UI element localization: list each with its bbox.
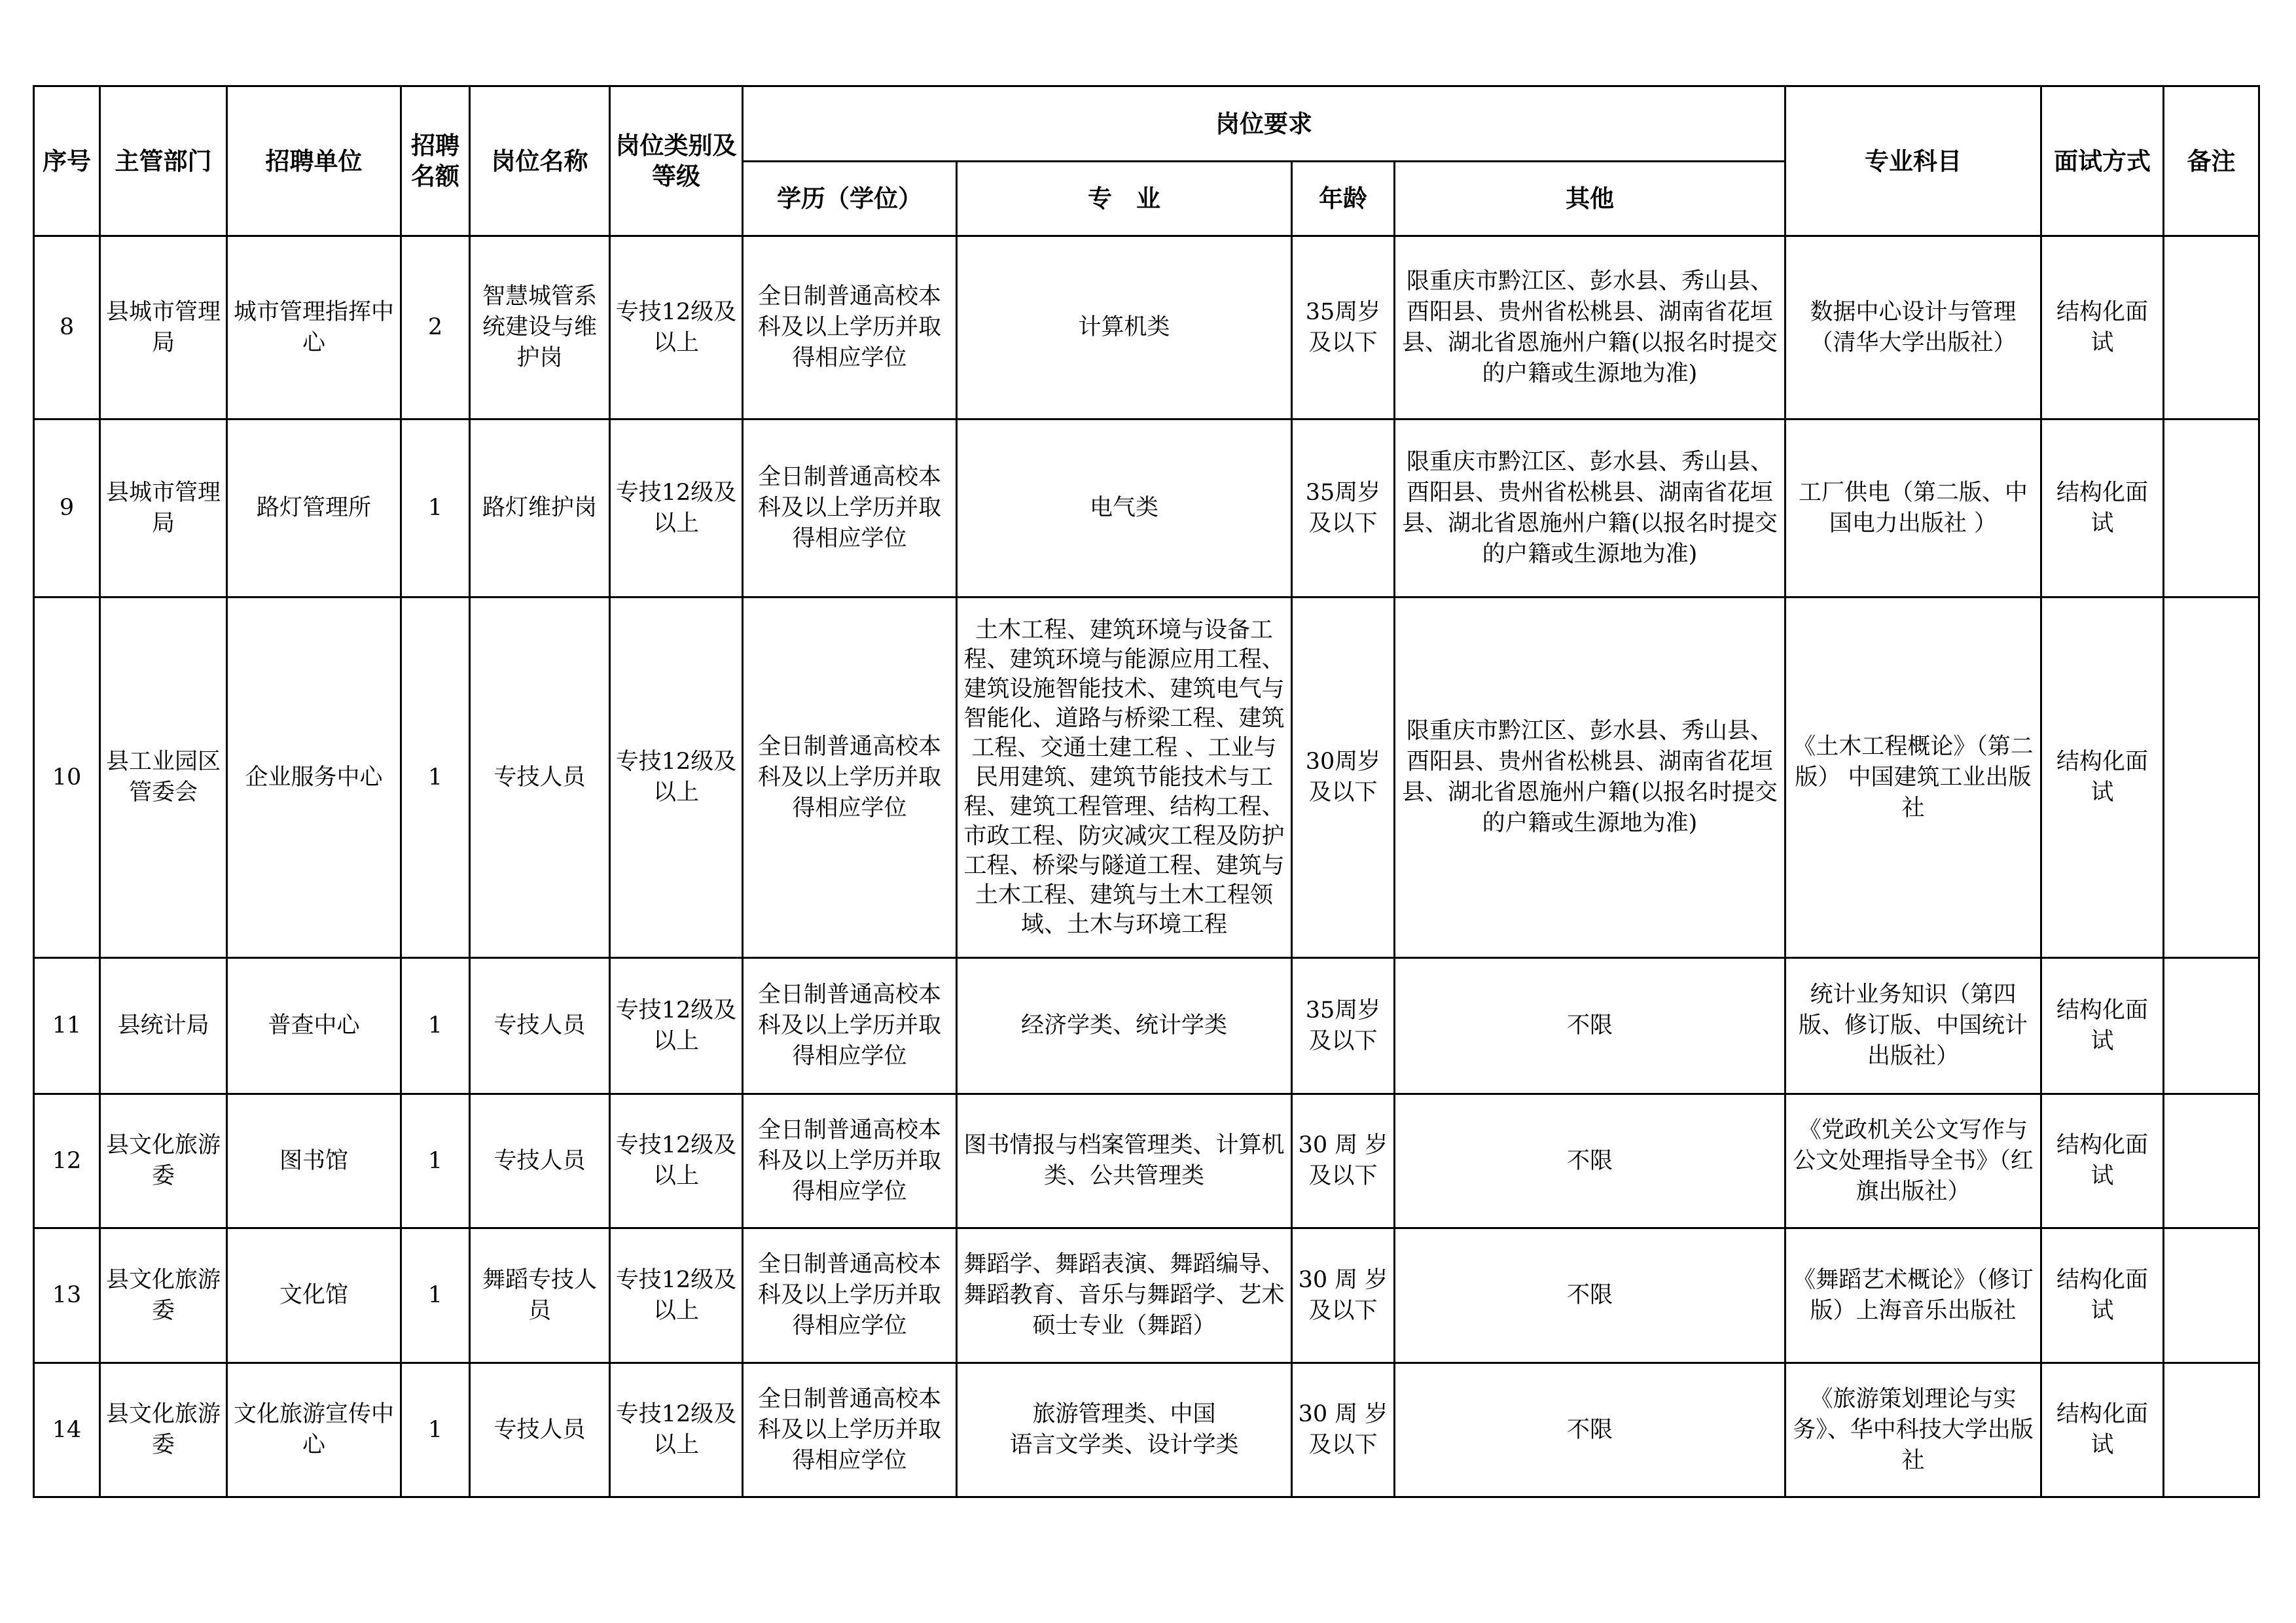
cell-subject: 《党政机关公文写作与公文处理指导全书》（红旗出版社） (1785, 1094, 2041, 1228)
cell-category: 专技12级及以上 (610, 597, 743, 958)
cell-dept: 县文化旅游委 (100, 1094, 227, 1228)
cell-seq: 8 (34, 236, 100, 419)
cell-remark (2164, 419, 2259, 597)
table-row (34, 958, 2259, 1094)
cell-age: 30周岁及以下 (1292, 597, 1395, 958)
recruitment-table (33, 85, 2260, 1498)
cell-education: 全日制普通高校本科及以上学历并取得相应学位 (743, 1363, 957, 1497)
cell-interview: 结构化面试 (2041, 236, 2164, 419)
cell-dept: 县文化旅游委 (100, 1363, 227, 1497)
cell-seq: 10 (34, 597, 100, 958)
cell-interview: 结构化面试 (2041, 597, 2164, 958)
cell-unit: 路灯管理所 (227, 419, 401, 597)
header-dept: 主管部门 (100, 86, 227, 236)
header-remark: 备注 (2164, 86, 2259, 236)
cell-remark (2164, 236, 2259, 419)
header-position: 岗位名称 (470, 86, 610, 236)
cell-seq: 9 (34, 419, 100, 597)
cell-interview: 结构化面试 (2041, 1228, 2164, 1363)
cell-other: 不限 (1395, 1363, 1785, 1497)
cell-major: 图书情报与档案管理类、计算机类、公共管理类 (957, 1094, 1292, 1228)
table-row (34, 597, 2259, 958)
cell-age: 35周岁及以下 (1292, 958, 1395, 1094)
cell-education: 全日制普通高校本科及以上学历并取得相应学位 (743, 1228, 957, 1363)
cell-interview: 结构化面试 (2041, 419, 2164, 597)
cell-quota: 2 (401, 236, 470, 419)
cell-age: 35周岁及以下 (1292, 419, 1395, 597)
cell-position: 专技人员 (470, 958, 610, 1094)
cell-age: 30 周 岁及以下 (1292, 1228, 1395, 1363)
header-category: 岗位类别及等级 (610, 86, 743, 236)
cell-major (957, 1363, 1292, 1497)
header-major: 专 业 (957, 162, 1292, 236)
cell-quota: 1 (401, 1228, 470, 1363)
header-requirements: 岗位要求 (743, 86, 1785, 162)
cell-other: 不限 (1395, 958, 1785, 1094)
table-row (34, 1094, 2259, 1228)
cell-position: 舞蹈专技人员 (470, 1228, 610, 1363)
table-row (34, 236, 2259, 419)
cell-seq: 11 (34, 958, 100, 1094)
cell-unit: 城市管理指挥中心 (227, 236, 401, 419)
cell-position: 路灯维护岗 (470, 419, 610, 597)
cell-education: 全日制普通高校本科及以上学历并取得相应学位 (743, 597, 957, 958)
cell-seq: 14 (34, 1363, 100, 1497)
cell-quota: 1 (401, 597, 470, 958)
header-unit: 招聘单位 (227, 86, 401, 236)
cell-other: 不限 (1395, 1228, 1785, 1363)
cell-education: 全日制普通高校本科及以上学历并取得相应学位 (743, 419, 957, 597)
cell-subject: 《土木工程概论》（第二版） 中国建筑工业出版社 (1785, 597, 2041, 958)
cell-subject: 数据中心设计与管理（清华大学出版社） (1785, 236, 2041, 419)
cell-position: 专技人员 (470, 1363, 610, 1497)
cell-major: 土木工程、建筑环境与设备工程、建筑环境与能源应用工程、建筑设施智能技术、建筑电气与智能化、道路与桥梁工程、建筑工程、交通土建工程 、工业与民用建筑、建筑节能技术与工程、建筑工程管理、结构工程、市政工程、防灾减灾工程及防护工程、桥梁与隧道工程、建筑与土木工程、建筑与土木工程领域、土木与环境工程 (957, 597, 1292, 958)
cell-interview: 结构化面试 (2041, 1094, 2164, 1228)
cell-age: 35周岁及以下 (1292, 236, 1395, 419)
cell-age: 30 周 岁及以下 (1292, 1363, 1395, 1497)
cell-major-line: 语言文学类、设计学类 (1009, 1432, 1239, 1458)
table-header (34, 86, 2259, 236)
cell-unit: 企业服务中心 (227, 597, 401, 958)
cell-remark (2164, 1363, 2259, 1497)
header-other: 其他 (1395, 162, 1785, 236)
header-interview: 面试方式 (2041, 86, 2164, 236)
cell-category: 专技12级及以上 (610, 1094, 743, 1228)
cell-other: 不限 (1395, 1094, 1785, 1228)
cell-category: 专技12级及以上 (610, 236, 743, 419)
cell-interview: 结构化面试 (2041, 958, 2164, 1094)
cell-major: 计算机类 (957, 236, 1292, 419)
cell-category: 专技12级及以上 (610, 958, 743, 1094)
cell-remark (2164, 1094, 2259, 1228)
header-quota: 招聘名额 (401, 86, 470, 236)
cell-dept: 县统计局 (100, 958, 227, 1094)
table-row (34, 1228, 2259, 1363)
cell-quota: 1 (401, 1363, 470, 1497)
header-age: 年龄 (1292, 162, 1395, 236)
cell-quota: 1 (401, 419, 470, 597)
cell-major: 舞蹈学、舞蹈表演、舞蹈编导、舞蹈教育、音乐与舞蹈学、艺术硕士专业（舞蹈） (957, 1228, 1292, 1363)
cell-subject: 统计业务知识（第四版、修订版、中国统计出版社） (1785, 958, 2041, 1094)
cell-subject: 《旅游策划理论与实务》、华中科技大学出版社 (1785, 1363, 2041, 1497)
cell-education: 全日制普通高校本科及以上学历并取得相应学位 (743, 236, 957, 419)
cell-subject: 《舞蹈艺术概论》（修订版）上海音乐出版社 (1785, 1228, 2041, 1363)
cell-education: 全日制普通高校本科及以上学历并取得相应学位 (743, 958, 957, 1094)
cell-unit: 文化馆 (227, 1228, 401, 1363)
cell-dept: 县文化旅游委 (100, 1228, 227, 1363)
cell-category: 专技12级及以上 (610, 1228, 743, 1363)
cell-age: 30 周 岁及以下 (1292, 1094, 1395, 1228)
table-row (34, 419, 2259, 597)
cell-major: 经济学类、统计学类 (957, 958, 1292, 1094)
table-row (34, 1363, 2259, 1497)
cell-subject: 工厂供电（第二版、中国电力出版社 ） (1785, 419, 2041, 597)
cell-unit: 普查中心 (227, 958, 401, 1094)
cell-other: 限重庆市黔江区、彭水县、秀山县、酉阳县、贵州省松桃县、湖南省花垣县、湖北省恩施州户籍(以报名时提交的户籍或生源地为准) (1395, 236, 1785, 419)
cell-unit: 文化旅游宣传中心 (227, 1363, 401, 1497)
cell-quota: 1 (401, 1094, 470, 1228)
cell-remark (2164, 1228, 2259, 1363)
cell-position: 智慧城管系统建设与维护岗 (470, 236, 610, 419)
cell-quota: 1 (401, 958, 470, 1094)
cell-remark (2164, 597, 2259, 958)
cell-interview: 结构化面试 (2041, 1363, 2164, 1497)
cell-position: 专技人员 (470, 597, 610, 958)
header-subject: 专业科目 (1785, 86, 2041, 236)
cell-seq: 13 (34, 1228, 100, 1363)
cell-dept: 县城市管理局 (100, 236, 227, 419)
cell-dept: 县工业园区管委会 (100, 597, 227, 958)
cell-remark (2164, 958, 2259, 1094)
cell-other: 限重庆市黔江区、彭水县、秀山县、酉阳县、贵州省松桃县、湖南省花垣县、湖北省恩施州户籍(以报名时提交的户籍或生源地为准) (1395, 419, 1785, 597)
header-education: 学历（学位） (743, 162, 957, 236)
cell-category: 专技12级及以上 (610, 419, 743, 597)
header-seq: 序号 (34, 86, 100, 236)
cell-other: 限重庆市黔江区、彭水县、秀山县、酉阳县、贵州省松桃县、湖南省花垣县、湖北省恩施州户籍(以报名时提交的户籍或生源地为准) (1395, 597, 1785, 958)
cell-position: 专技人员 (470, 1094, 610, 1228)
cell-unit: 图书馆 (227, 1094, 401, 1228)
cell-education: 全日制普通高校本科及以上学历并取得相应学位 (743, 1094, 957, 1228)
cell-major-line: 旅游管理类、中国 (1032, 1401, 1216, 1427)
cell-seq: 12 (34, 1094, 100, 1228)
cell-category: 专技12级及以上 (610, 1363, 743, 1497)
cell-dept: 县城市管理局 (100, 419, 227, 597)
cell-major: 电气类 (957, 419, 1292, 597)
